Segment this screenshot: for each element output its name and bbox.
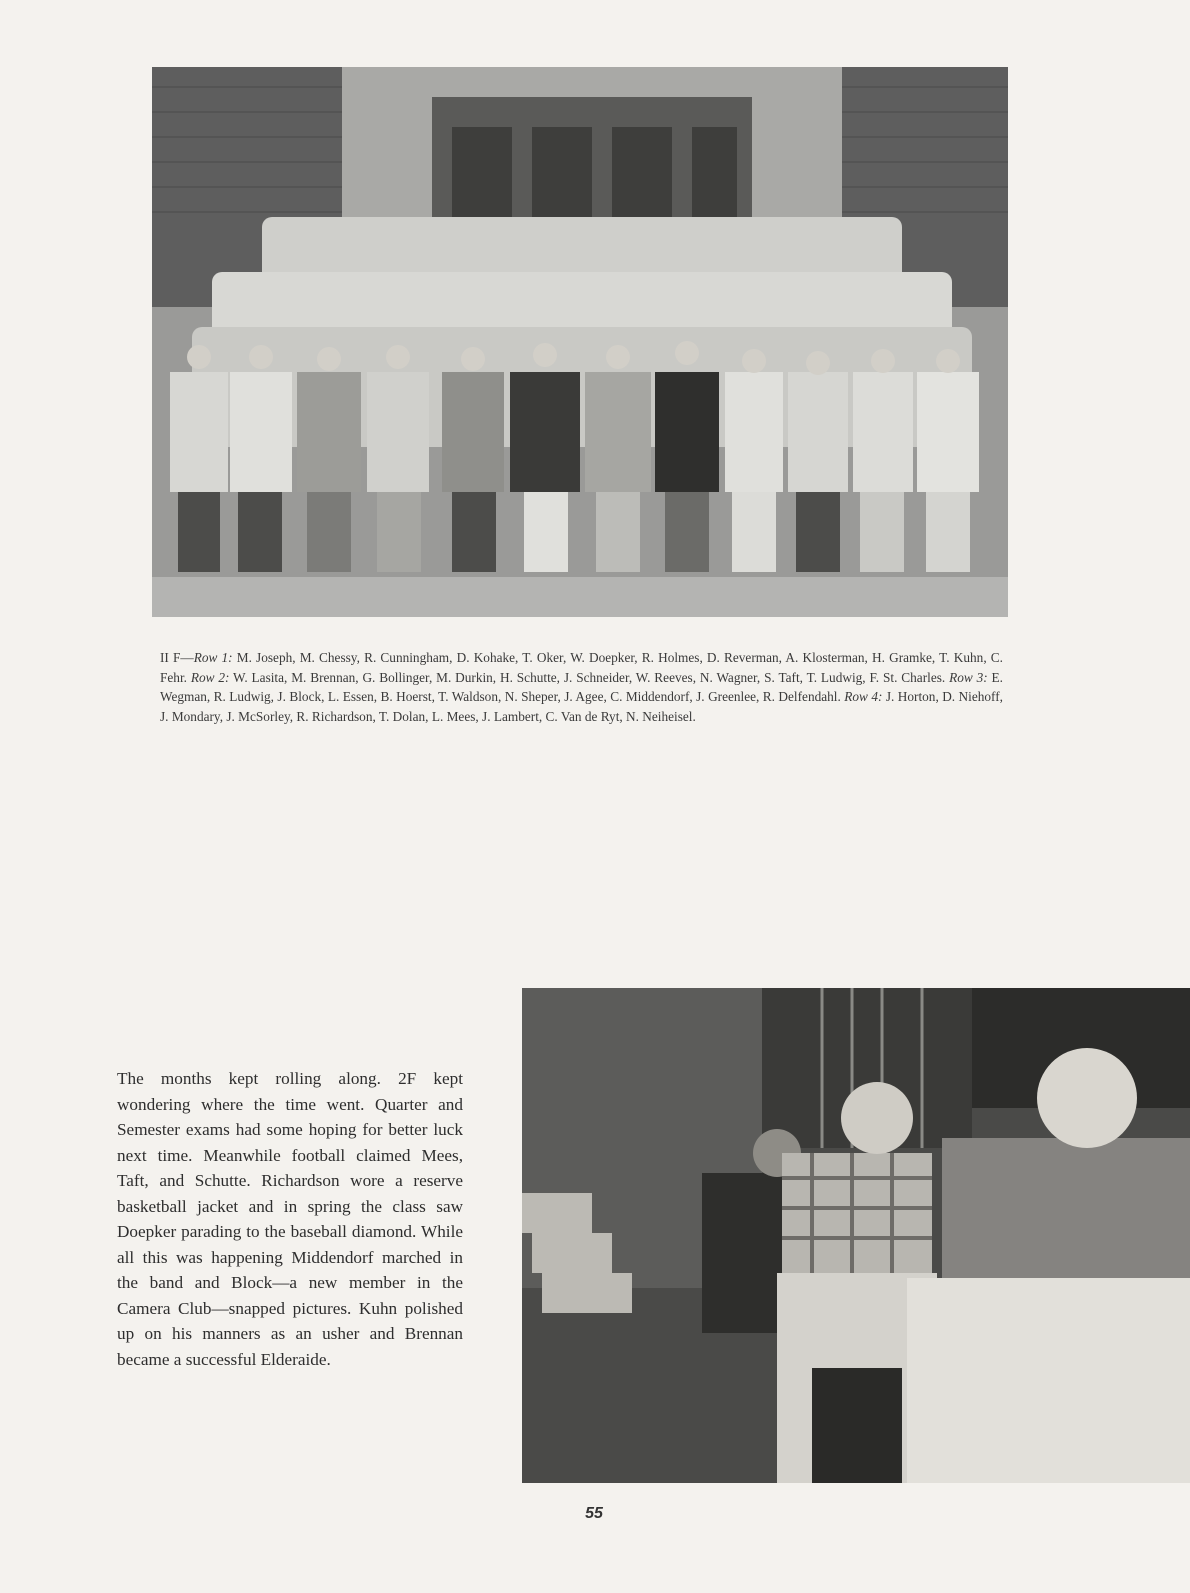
photo-caption xyxy=(160,648,1003,726)
classroom-photo xyxy=(522,988,1190,1483)
caption-row1-label: Row 1: xyxy=(193,650,233,665)
caption-row3-label: Row 3: xyxy=(949,669,988,685)
caption-row1-names: M. Joseph, M. Chessy, R. Cunningham, D. Kohake, T. Oker, W. Doepker, R. Holmes, D. Reverman, A. Klosterman, H. Gramke, T. Kuhn, C. Fehr. xyxy=(160,650,1004,685)
caption-row4-names: J. Horton, D. Niehoff, J. Mondary, J. McSorley, R. Richardson, T. Dolan, L. Mees, J. Lambert, C. Van de Ryt, N. Neiheisel. xyxy=(160,689,1003,724)
page-number: 55 xyxy=(585,1505,603,1522)
caption-class-label: II F— xyxy=(160,650,194,665)
body-paragraph: The months kept rolling along. 2F kept wondering where the time went. Quarter and Semester exams had some hoping for better luck next time. Meanwhile football claimed Mees, Taft, and Schutte. Richardson wore a reserve basketball jacket and in spring the class saw Doepker parading to the baseball diamond. While all this was happening Middendorf marched in the band and Block—a new member in the Camera Club—snapped pictures. Kuhn polished up on his manners as an usher and Brennan became a successful Elderaide. xyxy=(117,1069,463,1369)
caption-row4-label: Row 4: xyxy=(844,689,883,704)
caption-row2-names: W. Lasita, M. Brennan, G. Bollinger, M. Durkin, H. Schutte, J. Schneider, W. Reeves, N. Wagner, S. Taft, T. Ludwig, F. St. Charles. xyxy=(229,669,950,685)
group-photo xyxy=(152,67,1008,617)
classroom-photo-image xyxy=(522,988,1190,1483)
group-photo-image xyxy=(152,67,1008,617)
caption-row3-names: E. Wegman, R. Ludwig, J. Block, L. Essen, B. Hoerst, T. Waldson, N. Sheper, J. Agee, C. Middendorf, J. Greenlee, R. Delfendahl. xyxy=(160,669,1003,704)
caption-row2-label: Row 2: xyxy=(190,669,230,685)
